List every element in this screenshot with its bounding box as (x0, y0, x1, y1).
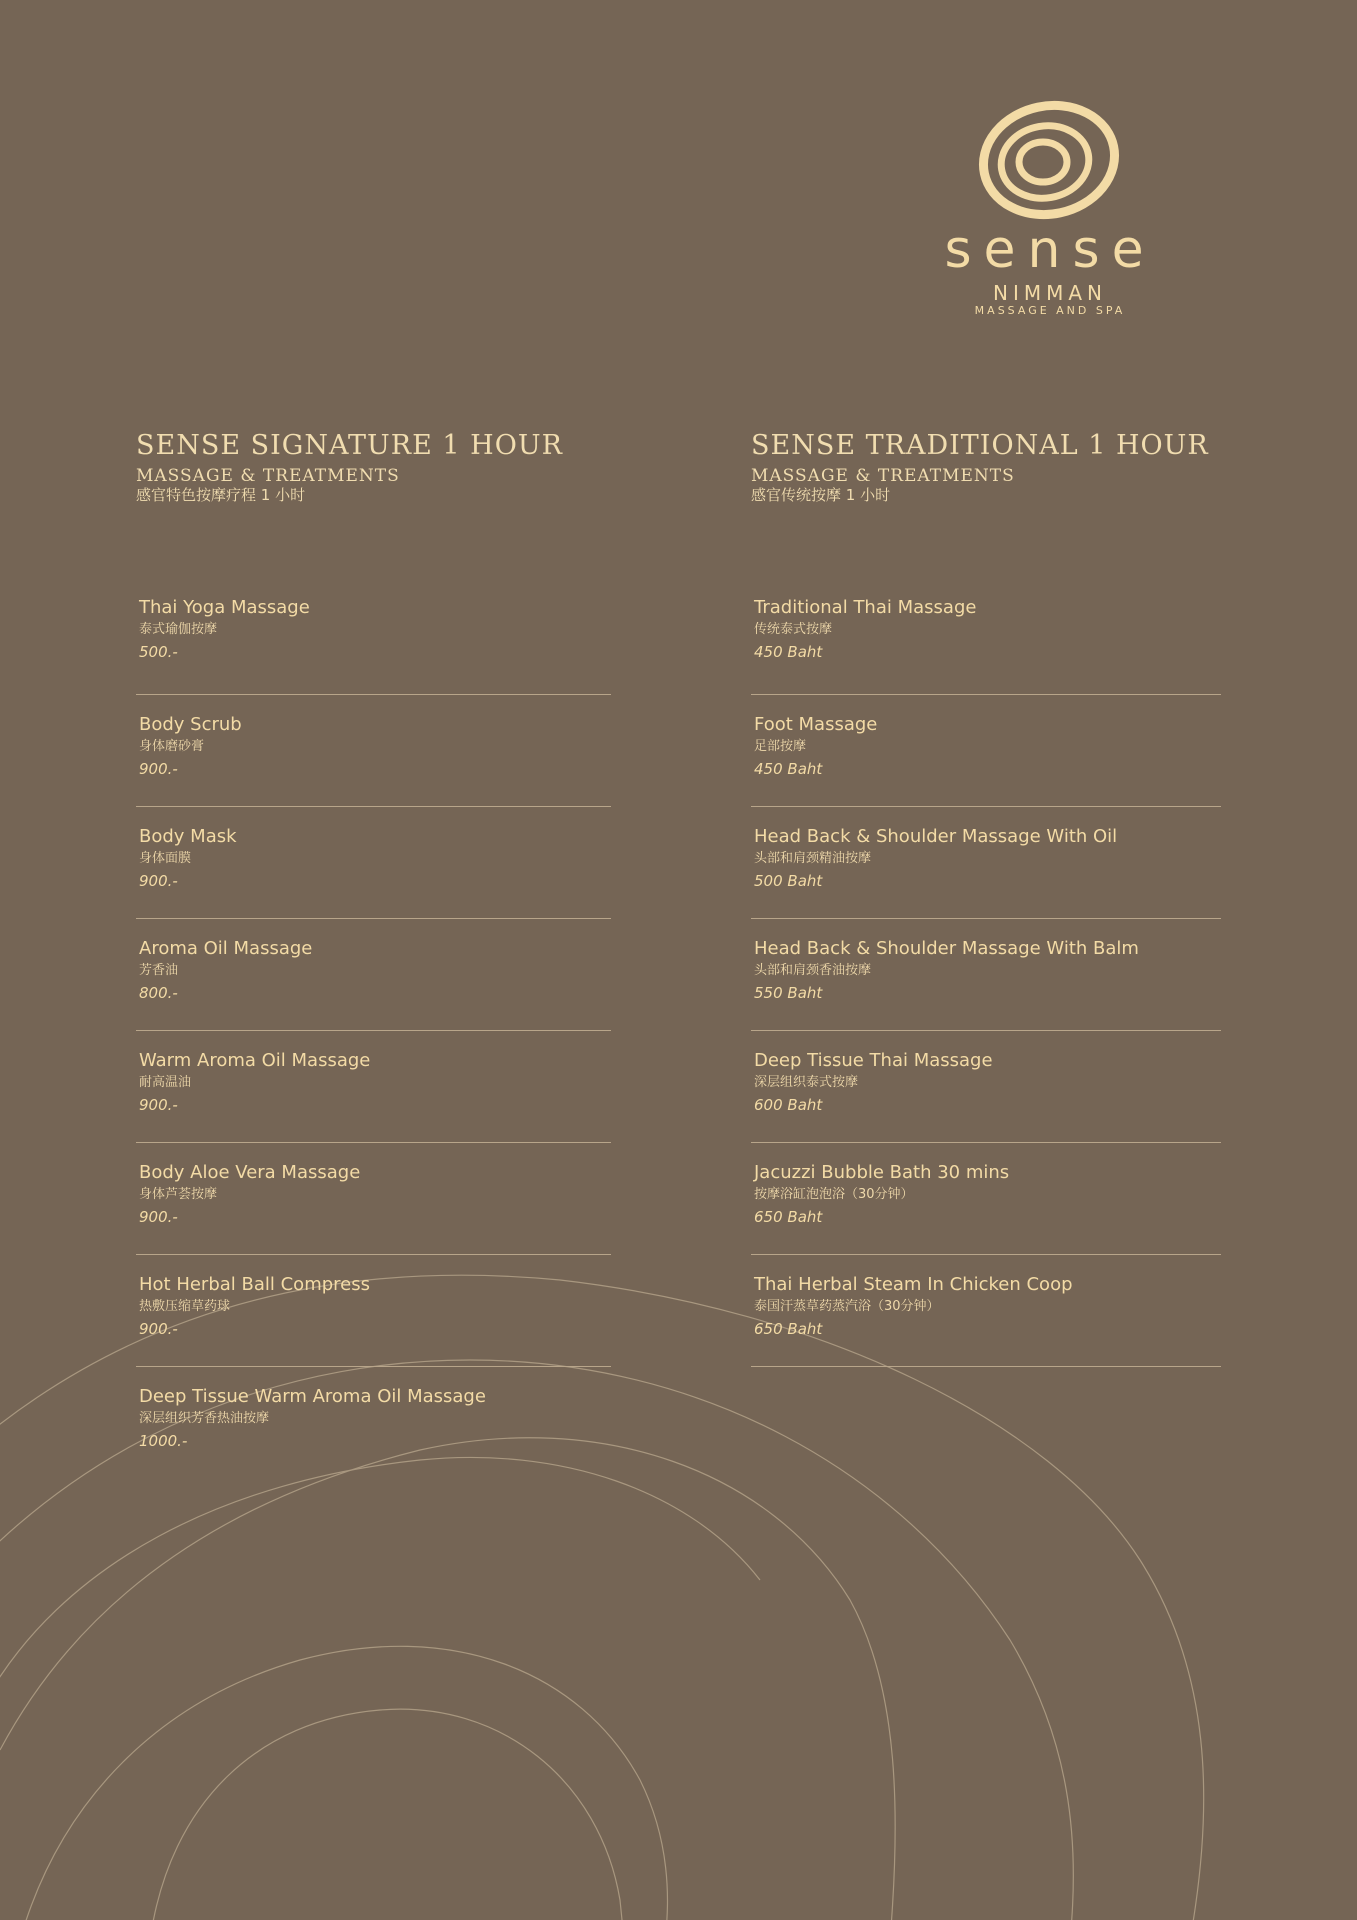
item-price: 1000.- (139, 1432, 188, 1450)
item-name-cn: 深层组织芳香热油按摩 (139, 1411, 270, 1426)
item-name: Hot Herbal Ball Compress (139, 1274, 370, 1295)
menu-item (136, 807, 611, 919)
item-name-cn: 按摩浴缸泡泡浴（30分钟） (754, 1187, 914, 1202)
item-price: 650 Baht (754, 1208, 823, 1226)
item-name-cn: 深层组织泰式按摩 (754, 1075, 859, 1090)
menu-item (751, 1031, 1221, 1143)
item-name-cn: 身体磨砂膏 (139, 739, 205, 754)
item-name-cn: 泰国汗蒸草药蒸汽浴（30分钟） (754, 1299, 940, 1314)
section-title: SENSE TRADITIONAL 1 HOUR (751, 430, 1209, 461)
item-name-cn: 头部和肩颈香油按摩 (754, 963, 872, 978)
menu-item (751, 919, 1221, 1031)
item-name-cn: 芳香油 (139, 963, 179, 978)
section-subtitle: MASSAGE & TREATMENTS (136, 466, 400, 486)
item-name: Aroma Oil Massage (139, 938, 313, 959)
brand-logo (930, 100, 1170, 318)
item-name: Foot Massage (754, 714, 878, 735)
menu-item (136, 584, 611, 695)
signature-section (136, 430, 611, 1479)
item-name: Thai Yoga Massage (139, 597, 310, 618)
menu-item (751, 695, 1221, 807)
section-subtitle-cn: 感官传统按摩 1 小时 (751, 486, 891, 504)
section-subtitle-cn: 感官特色按摩疗程 1 小时 (136, 486, 306, 504)
item-name: Thai Herbal Steam In Chicken Coop (754, 1274, 1073, 1295)
item-name: Body Scrub (139, 714, 242, 735)
spiral-logo-icon (977, 100, 1123, 220)
menu-item (136, 1255, 611, 1367)
section-subtitle: MASSAGE & TREATMENTS (751, 466, 1015, 486)
item-name: Jacuzzi Bubble Bath 30 mins (754, 1162, 1010, 1183)
menu-list (136, 584, 611, 1479)
item-price: 550 Baht (754, 984, 823, 1002)
item-name-cn: 头部和肩颈精油按摩 (754, 851, 872, 866)
item-price: 450 Baht (754, 643, 823, 661)
item-name: Head Back & Shoulder Massage With Balm (754, 938, 1139, 959)
menu-item (136, 1367, 611, 1479)
item-price: 650 Baht (754, 1320, 823, 1338)
item-name: Deep Tissue Thai Massage (754, 1050, 993, 1071)
traditional-section (751, 430, 1221, 1367)
item-price: 900.- (139, 1208, 178, 1226)
menu-item (751, 584, 1221, 695)
section-title: SENSE SIGNATURE 1 HOUR (136, 430, 563, 461)
item-name: Warm Aroma Oil Massage (139, 1050, 371, 1071)
item-name: Body Mask (139, 826, 237, 847)
item-price: 500 Baht (754, 872, 823, 890)
menu-item (751, 807, 1221, 919)
item-price: 900.- (139, 872, 178, 890)
menu-item (136, 1143, 611, 1255)
menu-item (136, 1031, 611, 1143)
item-name-cn: 传统泰式按摩 (754, 622, 833, 637)
item-name-cn: 耐高温油 (139, 1075, 192, 1090)
item-price: 600 Baht (754, 1096, 823, 1114)
item-price: 900.- (139, 760, 178, 778)
menu-item (136, 695, 611, 807)
menu-item (136, 919, 611, 1031)
item-name: Body Aloe Vera Massage (139, 1162, 361, 1183)
item-price: 450 Baht (754, 760, 823, 778)
item-name-cn: 热敷压缩草药球 (139, 1299, 231, 1314)
item-price: 800.- (139, 984, 178, 1002)
item-name-cn: 身体芦荟按摩 (139, 1187, 218, 1202)
item-name: Traditional Thai Massage (754, 597, 977, 618)
brand-tagline: MASSAGE AND SPA (974, 304, 1126, 317)
item-name: Head Back & Shoulder Massage With Oil (754, 826, 1118, 847)
menu-item (751, 1255, 1221, 1367)
menu-list (751, 584, 1221, 1367)
item-name-cn: 身体面膜 (139, 851, 192, 866)
item-price: 900.- (139, 1096, 178, 1114)
brand-location: NIMMAN (992, 281, 1107, 305)
item-name: Deep Tissue Warm Aroma Oil Massage (139, 1386, 486, 1407)
brand-wordmark: sense (944, 220, 1156, 280)
item-name-cn: 足部按摩 (754, 739, 807, 754)
item-price: 500.- (139, 643, 178, 661)
item-price: 900.- (139, 1320, 178, 1338)
item-name-cn: 泰式瑜伽按摩 (139, 622, 218, 637)
menu-item (751, 1143, 1221, 1255)
